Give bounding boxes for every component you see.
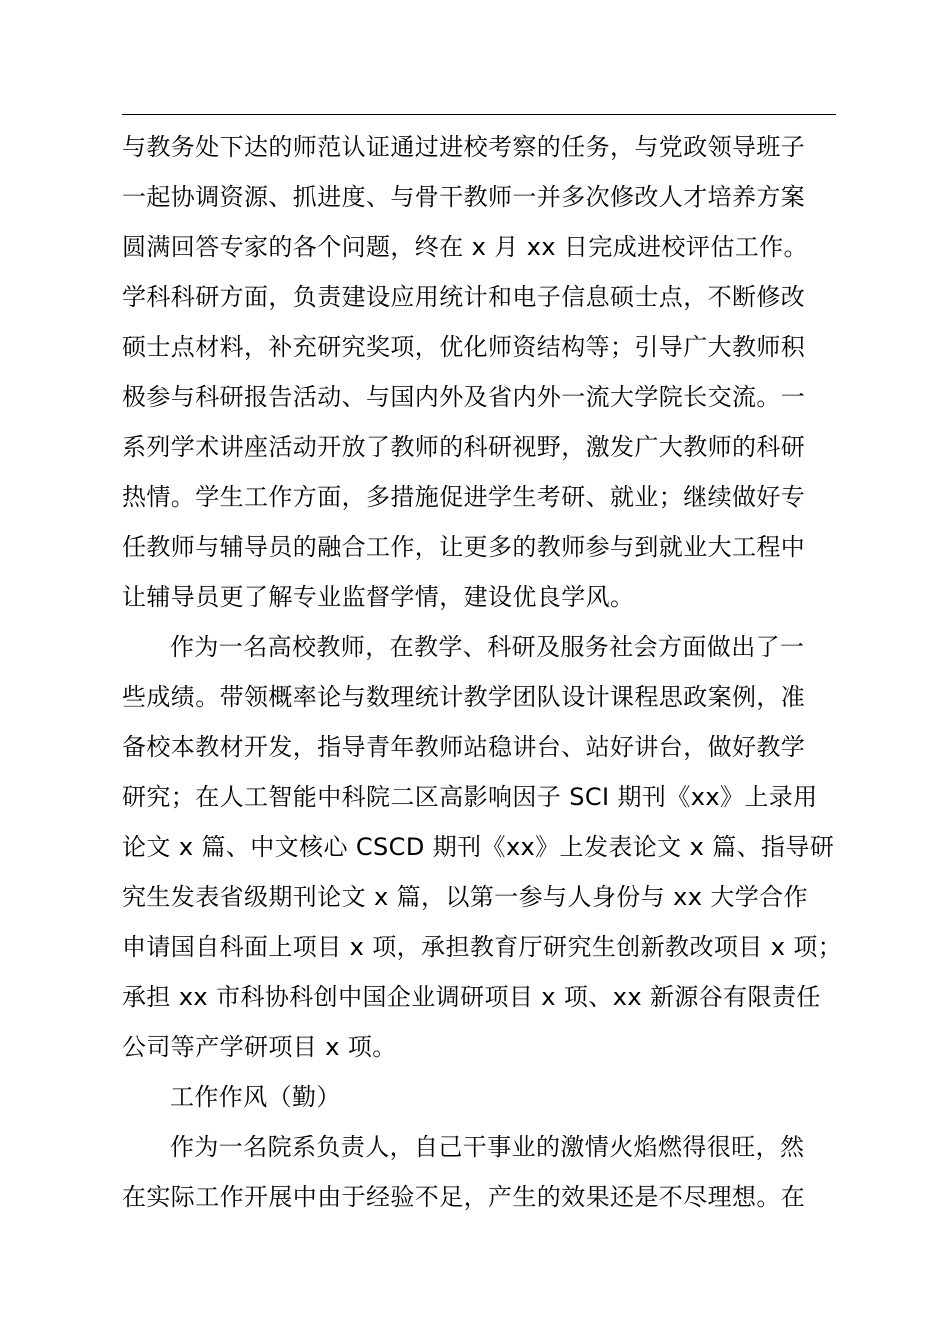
text-line: 些成绩。带领概率论与数理统计教学团队设计课程思政案例，准 [122,683,806,711]
text-line: 极参与科研报告活动、与国内外及省内外一流大学院长交流。一 [122,383,806,411]
header-rule [122,114,836,115]
text-line: 热情。学生工作方面，多措施促进学生考研、就业；继续做好专 [122,483,806,511]
text-line: 究生发表省级期刊论文 x 篇，以第一参与人身份与 xx 大学合作 [122,883,808,911]
document-body [122,122,843,1222]
text-line: 学科科研方面，负责建设应用统计和电子信息硕士点，不断修改 [122,283,806,311]
text-line: 在实际工作开展中由于经验不足，产生的效果还是不尽理想。在 [122,1183,806,1211]
text-line: 备校本教材开发，指导青年教师站稳讲台、站好讲台，做好教学 [122,733,806,761]
section-heading: 工作作风（勤） [170,1083,341,1111]
text-line: 与教务处下达的师范认证通过进校考察的任务，与党政领导班子 [122,133,806,161]
text-line: 公司等产学研项目 x 项。 [122,1033,397,1061]
text-line: 让辅导员更了解专业监督学情，建设优良学风。 [122,583,635,611]
text-line: 任教师与辅导员的融合工作，让更多的教师参与到就业大工程中 [122,533,806,561]
text-line: 承担 xx 市科协科创中国企业调研项目 x 项、xx 新源谷有限责任 [122,983,821,1011]
text-line: 圆满回答专家的各个问题，终在 x 月 xx 日完成进校评估工作。 [122,233,808,261]
text-line: 申请国自科面上项目 x 项，承担教育厅研究生创新教改项目 x 项； [122,933,843,961]
text-line: 系列学术讲座活动开放了教师的科研视野，激发广大教师的科研 [122,433,806,461]
text-line: 一起协调资源、抓进度、与骨干教师一并多次修改人才培养方案 [122,183,806,211]
text-line: 论文 x 篇、中文核心 CSCD 期刊《xx》上发表论文 x 篇、指导研 [122,833,835,861]
paragraph-start-line: 作为一名院系负责人，自己干事业的激情火焰燃得很旺，然 [170,1133,805,1161]
text-line: 硕士点材料，补充研究奖项，优化师资结构等；引导广大教师积 [122,333,806,361]
paragraph-start-line: 作为一名高校教师，在教学、科研及服务社会方面做出了一 [170,633,805,661]
text-line: 研究；在人工智能中科院二区高影响因子 SCI 期刊《xx》上录用 [122,783,818,811]
